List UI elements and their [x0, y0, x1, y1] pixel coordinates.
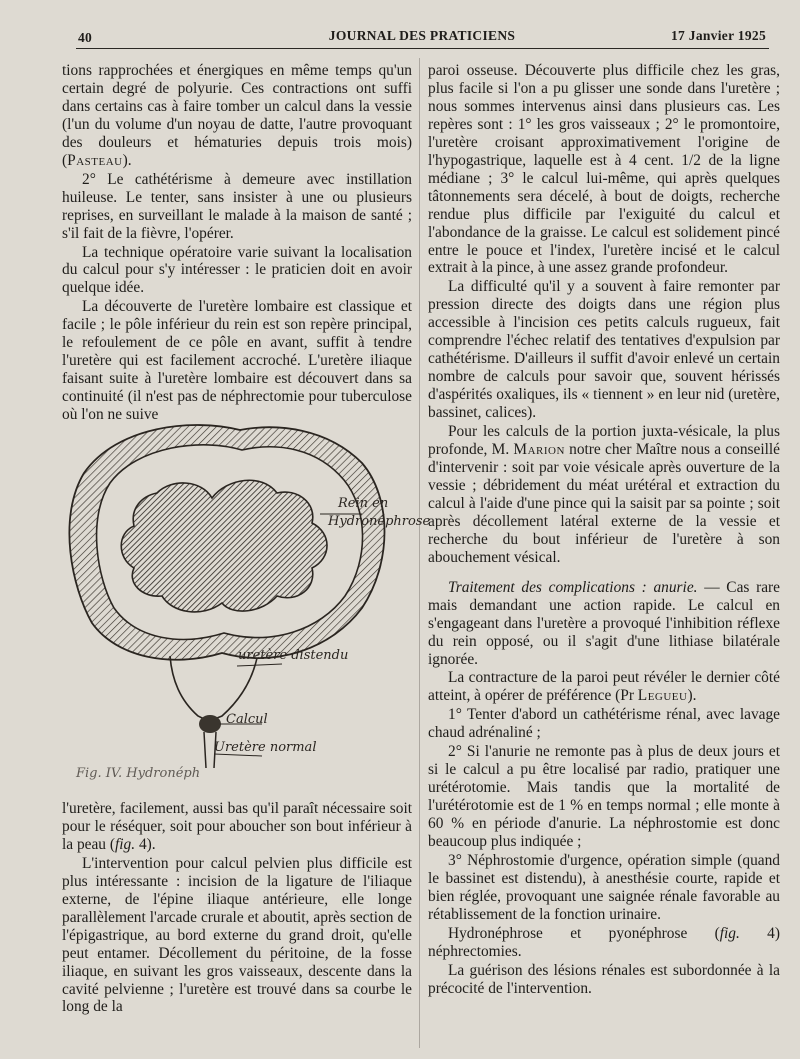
paragraph [62, 800, 412, 854]
left-column-top [62, 62, 412, 424]
journal-title: JOURNAL DES PRATICIENS [328, 28, 516, 43]
author-name: Legueu [637, 687, 688, 705]
paragraph: paroi osseuse. Découverte plus difficile chez les gras, plus facile si l'on a pu glisser une sonde dans l'uretère ; nous sommes intervenus ainsi dans plusieurs cas. Les repères sont : 1° les gros vaisseaux ; 2° le promontoire, l'uretère croisant approximativement l'origine de l'hypogastrique, laquelle est à 4 cent. 1/2 de la ligne médiane ; 3° le calcul lui-même, qui après quelques tâtonnements sera décelé, à bout de doigts, recherche rendue plus difficile par l'exiguité du calcul et l'abondance de la graisse. Le calcul est solidement pincé entre le pouce et l'index, l'uretère incisé et le calcul extrait à la pince, à une assez grande profondeur. [428, 62, 780, 277]
issue-date: 17 Janvier 1925 [671, 28, 766, 43]
paragraph-text: ). [687, 687, 697, 705]
paragraph: 2° Le cathétérisme à demeure avec instillation huileuse. Le tenter, sans insister à une ou plusieurs reprises, en surveillant le malade à la maison de santé ; s'il fait de la fièvre, l'opérer. [62, 170, 412, 242]
paragraph [62, 62, 412, 170]
right-column [428, 62, 780, 998]
section-heading: Traitement des complications : anurie. [448, 578, 698, 596]
paragraph [428, 423, 780, 567]
paragraph-text: tions rapprochées et énergiques en même temps qu'un certain degré de polyurie. Ces contractions ont suffi dans certains cas à faire tomber un calcul dans la vessie (l'un du volume d'un noyau de datte, l'autre provoquant des douleurs et hématuries depuis trois mois) ( [62, 62, 412, 169]
label-calcul: Calcul [226, 712, 268, 727]
figure-caption: Fig. IV. Hydronéph [76, 766, 201, 781]
header-rule [76, 48, 769, 49]
label-rein-en: Rein en [338, 496, 389, 511]
paragraph-text: l'uretère, facilement, aussi bas qu'il paraît nécessaire soit pour le réséquer, soit pour aboucher son bout inférieur à la peau ( [62, 800, 412, 853]
paragraph [428, 579, 780, 669]
paragraph-text: 4). [135, 835, 156, 853]
page-number: 40 [78, 30, 93, 45]
left-column-bottom [62, 800, 412, 1016]
column-divider [419, 58, 420, 1048]
paragraph-text: — Cas rare mais demandant une action rapide. Le calcul en s'engageant dans l'uretère a provoqué l'inhibition réflexe du rein opposé, ou il s'agit d'une lithiase bilatérale ignorée. [428, 578, 780, 668]
figure-hydronephrose [62, 418, 431, 796]
paragraph: La technique opératoire varie suivant la localisation du calcul pour s'y intéresser : le praticien doit en avoir quelque idée. [62, 243, 412, 297]
paragraph-text: 4) néphrectomies. [428, 924, 780, 960]
label-uretere-normal: Uretère normal [214, 740, 317, 755]
paragraph: 3° Néphrostomie d'urgence, opération simple (quand le bassinet est distendu), à anesthésie courte, rapide et bien réglée, provoquant une saignée rénale favorable au rétablissement de la fonction urinaire. [428, 851, 780, 923]
paragraph: 2° Si l'anurie ne remonte pas à plus de deux jours et si le calcul a pu être localisé par radio, pratiquer une urétérotomie. Mais tandis que la mortalité de l'urétérotomie est de 1 % en temps normal ; elle monte à 60 % en période d'anurie. La néphrostomie est donc beaucoup plus indiquée ; [428, 743, 780, 851]
figure-reference: fig. [719, 924, 740, 942]
dilated-calices [121, 480, 327, 612]
paragraph [428, 669, 780, 705]
figure-reference: fig. [114, 835, 136, 853]
paragraph-text: notre cher Maître nous a conseillé d'intervenir : soit par voie vésicale après ouverture de la vessie ; débridement du méat urétéral et extraction du calcul à l'aide d'une pince qui la saisit par sa pointe ; soit après décollement latéral externe de la vessie et recherche du bout inférieur de l'uretère à son abouchement vésical. [428, 441, 780, 566]
paragraph: La difficulté qu'il y a souvent à faire remonter par pression directe des doigts dans une région plus accessible à l'incision ces petits calculs rugueux, fait comprendre l'échec relatif des tentatives d'expulsion par cathétérisme. D'ailleurs il suffit d'avoir enlevé un certain nombre de calculs pour savoir que, souvent hérissés d'aspérités oxaliques, ils « tiennent » en leur nid (uretère, bassinet, calices). [428, 278, 780, 422]
calculus [199, 715, 221, 733]
paragraph: La découverte de l'uretère lombaire est classique et facile ; le pôle inférieur du rein est son repère principal, le refoulement de ce pôle en avant, suffit à tendre l'uretère qui est facilement accroché. L'uretère iliaque faisant suite à l'uretère lombaire est découvert dans sa continuité (il n'est pas de néphrectomie pour tuberculose où l'on ne suive [62, 298, 412, 424]
author-name: Pasteau [67, 151, 123, 169]
label-hydronephrose: Hydronéphrose [328, 514, 431, 529]
paragraph-text: ). [122, 151, 132, 169]
page-header [78, 28, 766, 50]
label-uretere-distendu: uretère distendu [238, 648, 349, 663]
paragraph-text: La contracture de la paroi peut révéler le dernier côté atteint, à opérer de préférence (Pr [428, 669, 780, 705]
paragraph: La guérison des lésions rénales est subordonnée à la précocité de l'intervention. [428, 961, 780, 997]
paragraph [428, 925, 780, 961]
paragraph-text: Hydronéphrose et pyonéphrose ( [448, 924, 720, 942]
paragraph-text: Pour les calculs de la portion juxta-vésicale, la plus profonde, M. [428, 423, 780, 459]
paragraph: L'intervention pour calcul pelvien plus difficile est plus intéressante : incision de la ligature de l'iliaque externe, de l'épine iliaque antérieure, elle longe parallèlement l'arcade crurale et aboutit, après section de l'épigastrique, au bord externe du grand droit, qu'elle peut entamer. Décollement du péritoine, de la fosse iliaque, en suivant les gros vaisseaux, descente dans la cavité pelvienne ; l'uretère est trouvé dans sa courbe le long de la [62, 854, 412, 1016]
paragraph: 1° Tenter d'abord un cathétérisme rénal, avec lavage chaud adrénaliné ; [428, 706, 780, 742]
author-name: Marion [513, 441, 565, 459]
